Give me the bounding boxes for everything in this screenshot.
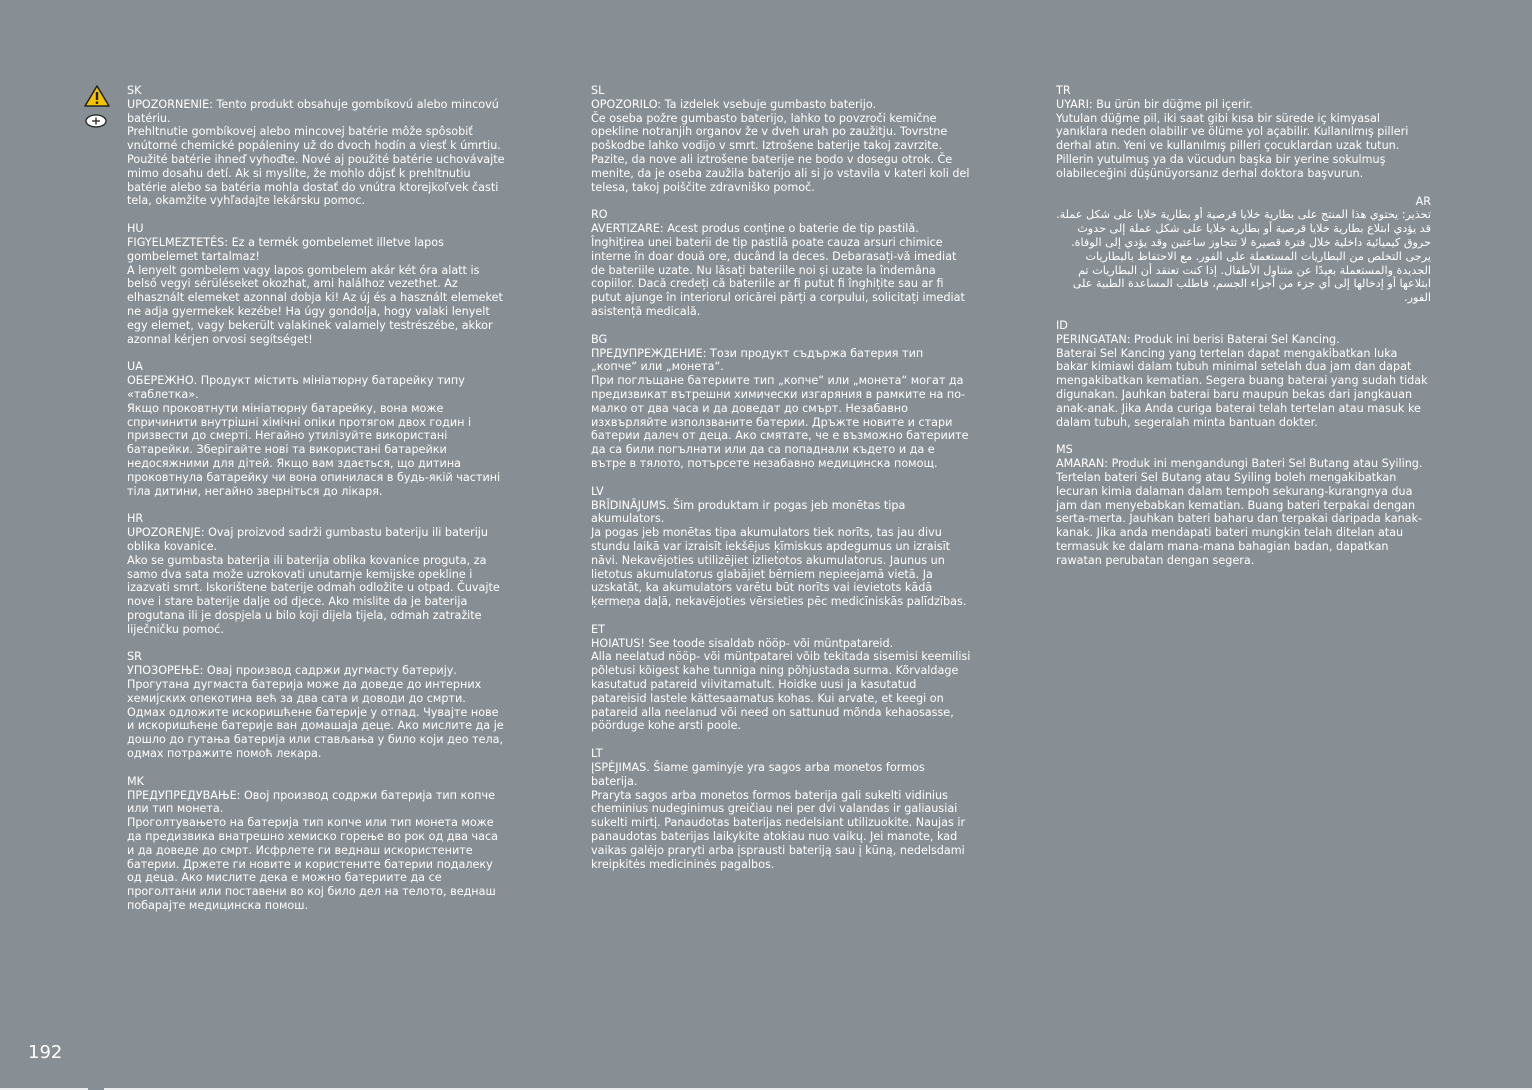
warning-heading: ĮSPĖJIMAS. Šiame gaminyje yra sagos arba monetos formos baterija. [591, 761, 925, 788]
warning-heading: AMARAN: Produk ini mengandungi Bateri Sel Butang atau Syiling. [1056, 457, 1423, 471]
language-code: SK [127, 84, 142, 97]
warning-text: Прогутана дугмаста батерија може да доведе до интерних хемијских опекотина већ за два сата и доводи до смрти. Одмах одложите искоришћене батерије у отпад. Чувајте нове и искоришћене батерије ван домашаја деце. Ако мислите да је дошло до гутања батерија или стављања у било који део тела, одмах потражите помоћ лекара. [127, 678, 504, 761]
language-code: TR [1056, 84, 1071, 97]
column-right [1056, 84, 1431, 582]
column-left [127, 84, 507, 927]
language-code: LV [591, 484, 604, 498]
warning-block-tr [1056, 84, 1431, 181]
warning-heading: УПОЗОРЕЊЕ: Овај производ садржи дугмасту батерију. [127, 664, 457, 678]
language-code: LT [591, 747, 603, 761]
warning-heading: UPOZORNENIE: Tento produkt obsahuje gombíkovú alebo mincovú batériu. [127, 97, 499, 125]
warning-text: Yutulan düğme pil, iki saat gibi kısa bir sürede iç kimyasal yanıklara neden olabilir ve ölüme yol açabilir. Kullanılmış pilleri derhal atın. Yeni ve kullanılmış pilleri çocuklardan uzak tutun. Pillerin yutulmuş ya da vücudun başka bir yerine sokulmuş olabileceğini düşünüyorsanız derhal doktora başvurun. [1056, 111, 1409, 180]
language-code: RO [591, 208, 608, 222]
warning-block-bg [591, 333, 971, 471]
warning-text: При поглъщане батериите тип „копче“ или „монета“ могат да предизвикат вътрешни химически изгаряния в рамките на по-малко от два часа и да доведат до смърт. Незабавно изхвърляйте използваните батерии. Дръжте новите и стари батерии далеч от деца. Ако смятате, че е възможно батериите да са били погълнати или да са попаднали където и да е вътре в тялото, потърсете незабавно медицинска помощ. [591, 374, 969, 470]
language-code: BG [591, 332, 608, 346]
warning-text: قد يؤدي ابتلاع بطارية خلايا قرصية أو بطارية خلايا على شكل عملة إلى حدوث حروق كيميائية داخلية خلال فترة قصيرة لا تتجاوز ساعتين وقد يؤدي إلى الوفاة. يرجى التخلص من البطاريات المستعملة على الفور. مع الاحتفاظ بالبطاريات الجديدة والمستعملة بعيدًا عن متناول الأطفال. إذا كنت تعتقد أن البطاريات تم ابتلاعها أو إدخالها إلى أي جزء من أجزاء الجسم، فاطلب المساعدة الطبية على الفور. [1071, 222, 1431, 305]
warning-block-hu [127, 222, 507, 346]
warning-heading: HOIATUS! See toode sisaldab nööp- või müntpatareid. [591, 636, 894, 650]
language-code: MK [127, 774, 144, 788]
warning-text: Če oseba požre gumbasto baterijo, lahko to povzroči kemične opekline notranjih organov že v dveh urah po zaužitju. Tovrstne poškodbe lahko vodijo v smrt. Iztrošene baterije takoj zavrzite. Pazite, da nove ali iztrošene baterije ne bodo v dosegu otrok. Če menite, da je oseba zaužila baterijo ali si jo vstavila v kateri koli del telesa, takoj poiščite zdravniško pomoč. [591, 111, 970, 194]
warning-heading: ПРЕДУПРЕДУВАЊЕ: Овој производ содржи батерија тип копче или тип монета. [127, 788, 495, 816]
warning-text: Baterai Sel Kancing yang tertelan dapat mengakibatkan luka bakar kimiawi dalam tubuh minimal setelah dua jam dan dapat mengakibatkan kematian. Segera buang baterai yang sudah tidak digunakan. Jauhkan baterai baru maupun bekas dari jangkauan anak-anak. Jika Anda curiga baterai telah tertelan atau masuk ke dalam tubuh, segeralah minta bantuan dokter. [1056, 346, 1428, 429]
warning-text: Проголтувањето на батерија тип копче или тип монета може да предизвика внатрешно хемиско горење во рок од два часа и да доведе до смрт. Исфрлете ги веднаш искористените батерии. Држете ги новите и користените батерии подалеку од деца. Ако мислите дека е можно батериите да се проголтани или поставени во кој било дел на телото, веднаш побарајте медицинска помош. [127, 816, 498, 913]
button-cell-battery-icon [84, 113, 110, 129]
warning-heading: FIGYELMEZTETÉS: Ez a termék gombelemet illetve lapos gombelemet tartalmaz! [127, 235, 444, 263]
column-middle [591, 84, 971, 885]
warning-block-lt [591, 747, 971, 871]
warning-block-sk [127, 84, 507, 208]
warning-heading: ПРЕДУПРЕЖДЕНИЕ: Този продукт съдържа батерия тип „копче“ или „монета“. [591, 346, 924, 374]
language-code: HU [127, 222, 144, 236]
warning-text: Tertelan bateri Sel Butang atau Syiling boleh mengakibatkan lecuran kimia dalaman dalam tempoh sekurang-kurangnya dua jam dan menyebabkan kematian. Buang bateri terpakai dengan serta-merta. Jauhkan bateri baharu dan terpakai daripada kanak-kanak. Jika anda mendapati bateri mungkin telah ditelan atau termasuk ke dalam mana-mana bahagian badan, dapatkan rawatan perubatan dengan segera. [1056, 470, 1423, 567]
warning-text: Ja pogas jeb monētas tipa akumulators tiek norīts, tas jau divu stundu laikā var izraisīt iekšējus ķīmiskus apdegumus un izraisīt nāvi. Nekavējoties utilizējiet izlietotos akumulatorus. Jaunus un lietotus akumulatorus glabājiet bērniem nepieejamā vietā. Ja uzskatāt, ka akumulators varētu būt norīts vai ievietots kādā ķermeņa daļā, nekavējoties vērsieties pēc medicīniskās palīdzības. [591, 526, 967, 609]
warning-block-mk [127, 775, 507, 913]
language-code: AR [1415, 194, 1431, 208]
warning-heading: AVERTIZARE: Acest produs conține o baterie de tip pastilă. [591, 222, 919, 236]
warning-text: Alla neelatud nööp- või müntpatarei võib tekitada sisemisi keemilisi põletusi kõigest kahe tunniga ning põhjustada surma. Kõrvaldage kasutatud patareid viivitamatult. Hoidke uusi ja kasutatud patareisid lastele kättesaamatus kohas. Kui arvate, et keegi on patareid alla neelanud või need on sattunud mõnda kehaosasse, pöörduge kohe arsti poole. [591, 650, 971, 733]
warning-heading: UYARI: Bu ürün bir düğme pil içerir. [1056, 97, 1253, 111]
warning-block-et [591, 623, 971, 733]
warning-text: Praryta sagos arba monetos formos baterija gali sukelti vidinius cheminius nudeginimus greičiau nei per dvi valandas ir galiausiai sukelti mirtį. Panaudotas baterijas nedelsiant utilizuokite. Naujas ir panaudotas baterijas laikykite atokiau nuo vaikų. Jei manote, kad vaikas galėjo praryti arba įsprausti bateriją sau į kūną, nedelsdami kreipkitės medicininės pagalbos. [591, 788, 966, 871]
warning-block-sr [127, 650, 507, 760]
warning-triangle-icon [84, 85, 110, 107]
language-code: SL [591, 84, 605, 97]
language-code: SR [127, 650, 142, 664]
warning-text: Ako se gumbasta baterija ili baterija oblika kovanice proguta, za samo dva sata može uzrokovati unutarnje kemijske opekline i izazvati smrt. Iskorištene baterije odmah odložite u otpad. Čuvajte nove i stare baterije dalje od djece. Ako mislite da je baterija progutana ili je dospjela u bilo koji dijela tijela, odmah zatražite liječničku pomoć. [127, 553, 500, 636]
warning-block-ar [1056, 195, 1431, 305]
warning-text: Prehltnutie gombíkovej alebo mincovej batérie môže spôsobiť vnútorné chemické popáleniny už do dvoch hodín a viesť k úmrtiu. Použité batérie ihneď vyhoďte. Nové aj použité batérie uchovávajte mimo dosahu detí. Ak si myslíte, že mohlo dôjsť k prehltnutiu batérie alebo sa batéria mohla dostať do vnútra ktorejkoľvek časti tela, okamžite vyhľadajte lekársku pomoc. [127, 125, 505, 208]
warning-heading: BRĪDINĀJUMS. Šim produktam ir pogas jeb monētas tipa akumulators. [591, 498, 906, 526]
language-code: ID [1056, 318, 1068, 332]
language-code: UA [127, 360, 143, 374]
warning-heading: PERINGATAN: Produk ini berisi Baterai Sel Kancing. [1056, 332, 1340, 346]
warning-block-ms [1056, 443, 1431, 567]
warning-block-hr [127, 512, 507, 636]
warning-text: Înghițirea unei baterii de tip pastilă poate cauza arsuri chimice interne în doar două ore, ducând la deces. Debarasați-vă imediat de bateriile uzate. Nu lăsați bateriile noi și uzate la îndemâna copiilor. Dacă credeți că bateriile ar fi putut fi înghițite sau ar fi putut ajunge în interiorul oricărei părți a corpului, solicitați imediat asistență medicală. [591, 235, 965, 318]
warning-heading: UPOZORENJE: Ovaj proizvod sadrži gumbastu bateriju ili bateriju oblika kovanice. [127, 526, 488, 553]
warning-heading: OPOZORILO: Ta izdelek vsebuje gumbasto baterijo. [591, 97, 877, 111]
warning-block-ro [591, 208, 971, 318]
warning-text: A lenyelt gombelem vagy lapos gombelem akár két óra alatt is belső vegyi sérüléseket okozhat, ami halálhoz vezethet. Az elhasznált elemeket azonnal dobja ki! Az új és a használt elemeket ne adja gyermekek kezébe! Ha úgy gondolja, hogy valaki lenyelt egy elemet, vagy bekerült valakinek valamely testrészébe, akkor azonnal kérjen orvosi segítséget! [127, 263, 503, 346]
language-code: MS [1056, 443, 1073, 457]
warning-block-id [1056, 319, 1431, 429]
language-code: HR [127, 512, 144, 526]
warning-block-sl [591, 84, 971, 194]
language-code: ET [591, 622, 605, 636]
warning-block-lv [591, 485, 971, 609]
page-number: 192 [28, 1042, 63, 1063]
warning-heading: ОБЕРЕЖНО. Продукт містить мініатюрну батарейку типу «таблетка». [127, 374, 465, 401]
warning-icons [84, 85, 110, 133]
warning-block-ua [127, 360, 507, 498]
warning-text: Якщо проковтнути мініатюрну батарейку, вона може спричинити внутрішні хімічні опіки протягом двох годин і призвести до смерті. Негайно утилізуйте використані батарейки. Зберігайте нові та використані батарейки недосяжними для дітей. Якщо вам здається, що дитина проковтнула батарейку чи вона опинилася в будь-якій частині тіла дитини, негайно зверніться до лікаря. [127, 401, 501, 498]
warning-heading: تحذير: يحتوي هذا المنتج على بطارية خلايا قرصية أو بطارية خلايا على شكل عملة. [1056, 208, 1431, 222]
